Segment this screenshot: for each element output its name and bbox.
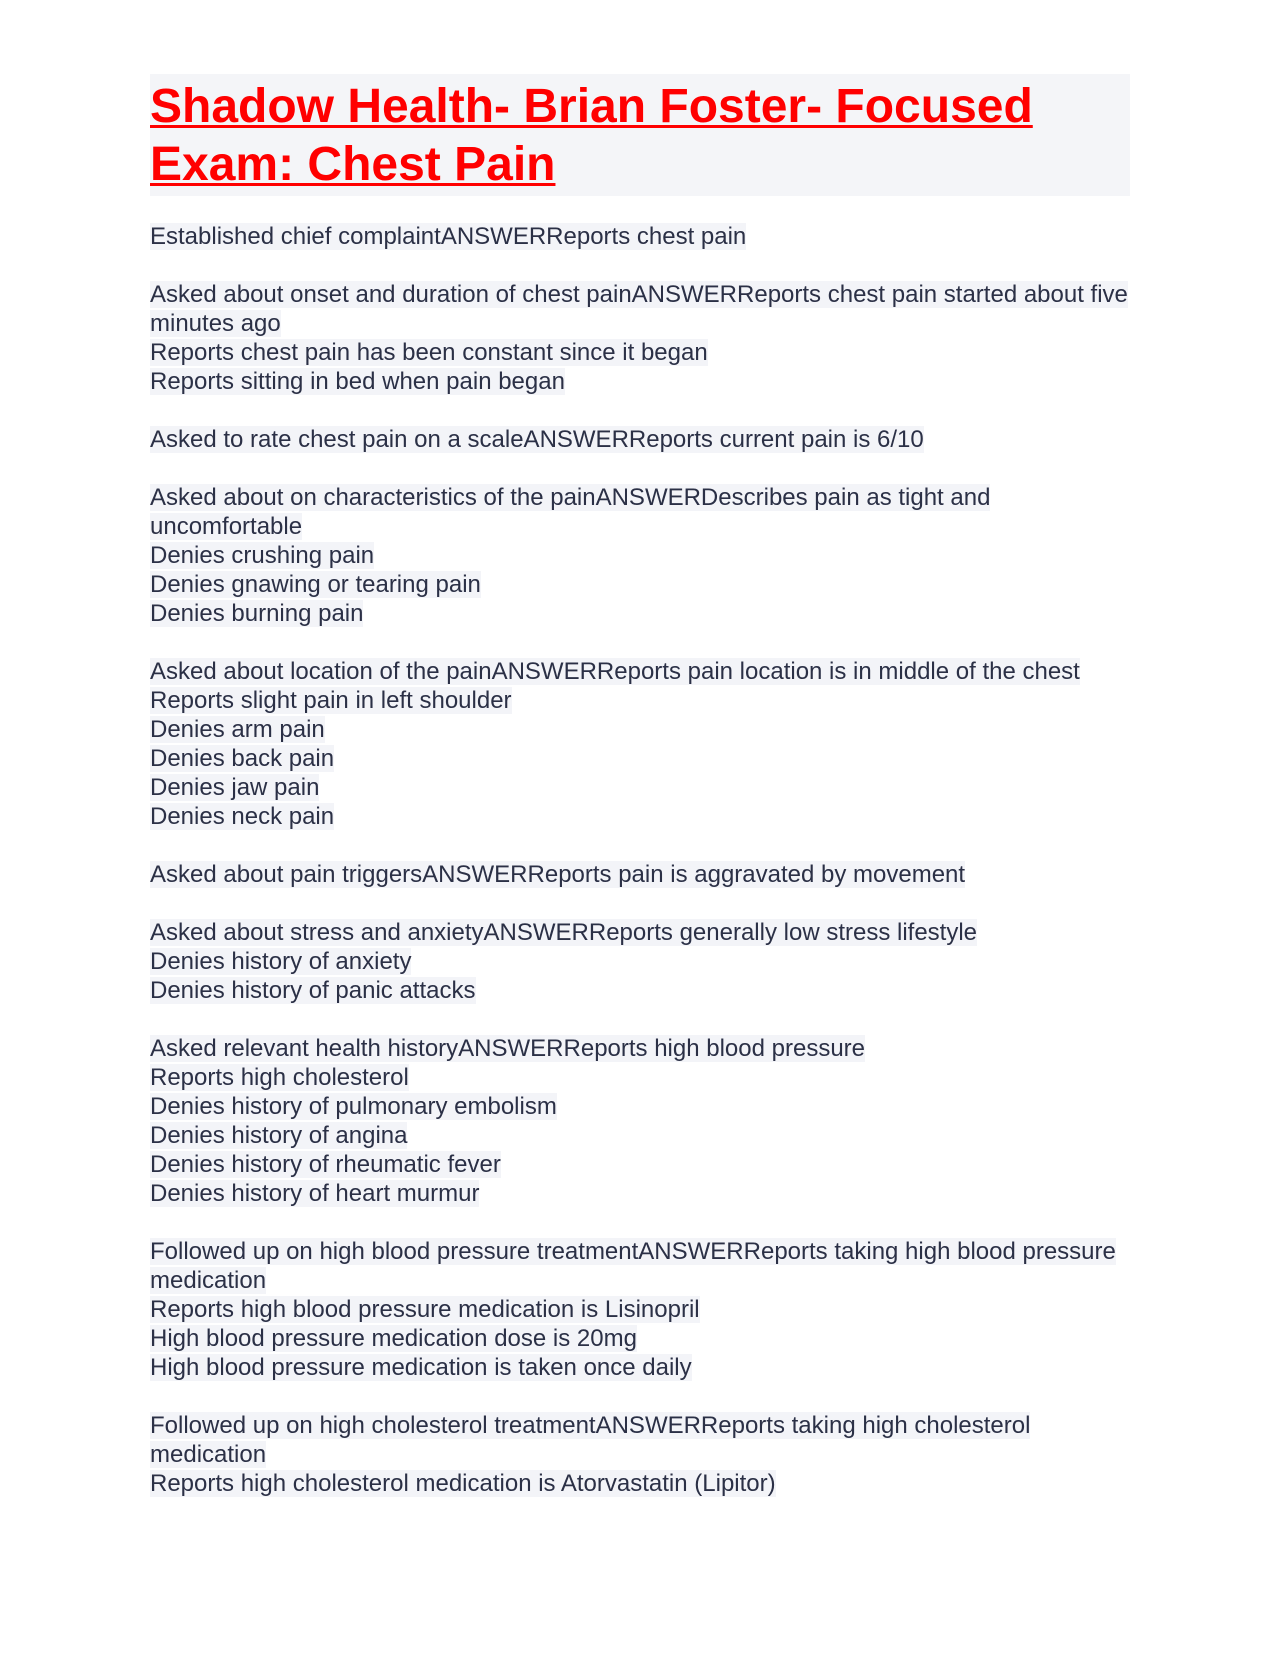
question-answer-line [150, 1237, 1130, 1295]
finding-line [150, 802, 1130, 831]
finding-line [150, 1353, 1130, 1382]
line-text: High blood pressure medication dose is 20mg [150, 1325, 637, 1352]
qa-section [150, 483, 1130, 628]
finding-line [150, 1324, 1130, 1353]
qa-section [150, 1411, 1130, 1498]
line-text: Denies jaw pain [150, 774, 320, 801]
finding-line [150, 1469, 1130, 1498]
qa-section [150, 860, 1130, 889]
line-text: Asked about onset and duration of chest painANSWERReports chest pain started about five minutes ago [150, 281, 1128, 337]
finding-line [150, 541, 1130, 570]
document-page [150, 74, 1130, 1527]
question-answer-line [150, 860, 1130, 889]
line-text: Asked about location of the painANSWERReports pain location is in middle of the chest [150, 658, 1080, 685]
question-answer-line [150, 918, 1130, 947]
line-text: Reports high blood pressure medication is Lisinopril [150, 1296, 700, 1323]
line-text: Denies burning pain [150, 600, 364, 627]
line-text: High blood pressure medication is taken once daily [150, 1354, 692, 1381]
line-text: Followed up on high blood pressure treatmentANSWERReports taking high blood pressure medication [150, 1238, 1116, 1294]
finding-line [150, 599, 1130, 628]
line-text: Denies arm pain [150, 716, 325, 743]
finding-line [150, 1179, 1130, 1208]
line-text: Asked to rate chest pain on a scaleANSWERReports current pain is 6/10 [150, 426, 924, 453]
finding-line [150, 1063, 1130, 1092]
question-answer-line [150, 483, 1130, 541]
question-answer-line [150, 657, 1130, 686]
finding-line [150, 773, 1130, 802]
qa-section [150, 1034, 1130, 1208]
question-answer-line [150, 280, 1130, 338]
line-text: Asked about stress and anxietyANSWERReports generally low stress lifestyle [150, 919, 978, 946]
line-text: Established chief complaintANSWERReports chest pain [150, 223, 747, 250]
qa-section [150, 425, 1130, 454]
line-text: Denies history of anxiety [150, 948, 412, 975]
qa-section [150, 1237, 1130, 1382]
qa-section [150, 657, 1130, 831]
line-text: Asked relevant health historyANSWERReports high blood pressure [150, 1035, 866, 1062]
qa-sections [150, 222, 1130, 1498]
line-text: Reports sitting in bed when pain began [150, 368, 565, 395]
line-text: Denies history of pulmonary embolism [150, 1093, 557, 1120]
document-title: Shadow Health- Brian Foster- Focused Exam: Chest Pain [150, 80, 1033, 191]
line-text: Followed up on high cholesterol treatmentANSWERReports taking high cholesterol medication [150, 1412, 1031, 1468]
line-text: Denies gnawing or tearing pain [150, 571, 481, 598]
finding-line [150, 1121, 1130, 1150]
question-answer-line [150, 1411, 1130, 1469]
question-answer-line [150, 425, 1130, 454]
line-text: Denies history of angina [150, 1122, 408, 1149]
finding-line [150, 570, 1130, 599]
line-text: Reports high cholesterol medication is Atorvastatin (Lipitor) [150, 1470, 776, 1497]
line-text: Denies neck pain [150, 803, 335, 830]
finding-line [150, 1150, 1130, 1179]
line-text: Denies history of panic attacks [150, 977, 476, 1004]
line-text: Denies crushing pain [150, 542, 375, 569]
finding-line [150, 947, 1130, 976]
finding-line [150, 1295, 1130, 1324]
line-text: Denies back pain [150, 745, 335, 772]
line-text: Reports slight pain in left shoulder [150, 687, 512, 714]
line-text: Reports chest pain has been constant since it began [150, 339, 708, 366]
question-answer-line [150, 1034, 1130, 1063]
finding-line [150, 715, 1130, 744]
line-text: Asked about on characteristics of the painANSWERDescribes pain as tight and uncomfortable [150, 484, 991, 540]
qa-section [150, 280, 1130, 396]
title-block [150, 74, 1130, 196]
finding-line [150, 367, 1130, 396]
line-text: Asked about pain triggersANSWERReports pain is aggravated by movement [150, 861, 966, 888]
qa-section [150, 918, 1130, 1005]
line-text: Reports high cholesterol [150, 1064, 409, 1091]
question-answer-line [150, 222, 1130, 251]
qa-section [150, 222, 1130, 251]
finding-line [150, 976, 1130, 1005]
finding-line [150, 686, 1130, 715]
finding-line [150, 1092, 1130, 1121]
line-text: Denies history of heart murmur [150, 1180, 480, 1207]
finding-line [150, 744, 1130, 773]
line-text: Denies history of rheumatic fever [150, 1151, 501, 1178]
finding-line [150, 338, 1130, 367]
